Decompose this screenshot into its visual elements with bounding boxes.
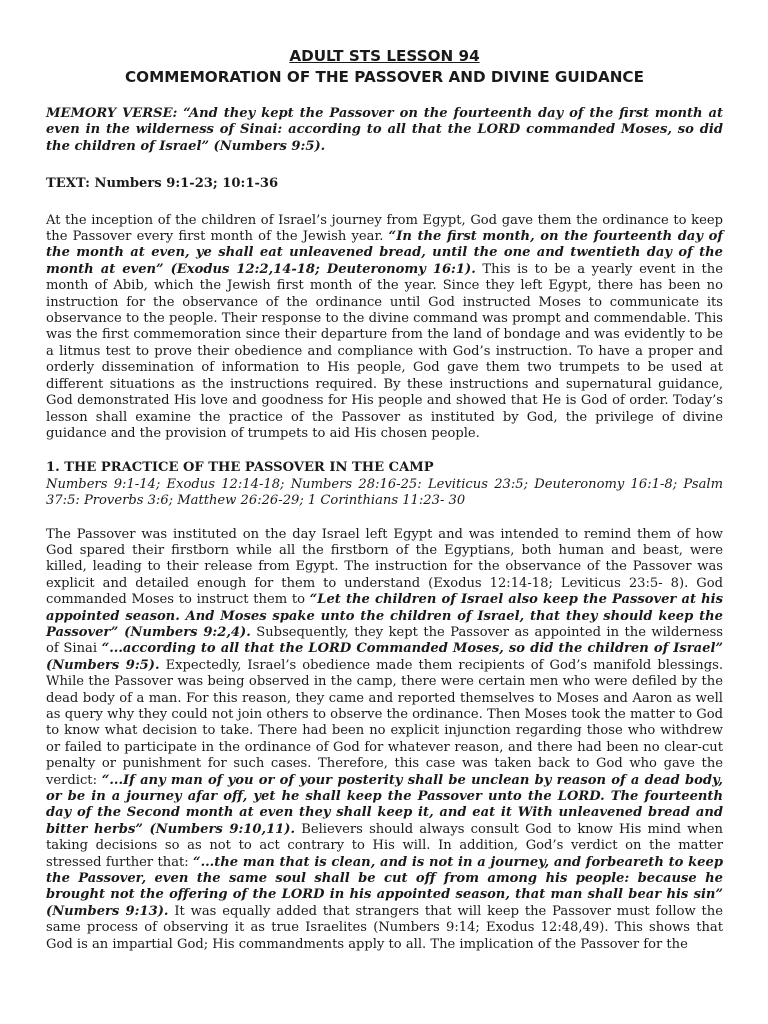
intro-quote-1: “In the first month, on the fourteenth day of the month at even, ye shall eat unleavened bread, until the one and twentieth day of the month at even” (Exodus 12:2,14-18; Deuteronomy 16:1).	[46, 229, 723, 277]
body-quote-4: “...the man that is clean, and is not in a journey, and forbeareth to keep the Passover, even the same soul shall be cut off from among his people: because he brought not the offering of the LORD in his appointed season, that man shall bear his sin” (Numbers 9:13).	[46, 854, 723, 919]
intro-text-1: At the inception of the children of Israel’s journey from Egypt, God gave them the ordinance to keep the Passover every first month of the Jewish year.	[46, 212, 723, 245]
text-reference: TEXT: Numbers 9:1-23; 10:1-36	[46, 176, 279, 192]
intro-paragraph	[46, 213, 723, 443]
body-text-2: Subsequently, they kept the Passover as appointed in the wilderness of Sinai	[46, 624, 724, 657]
intro-text-2: This is to be a yearly event in the month of Abib, which the Jewish first month of the year. Since they left Egypt, there has been no instruction for the observance of the ordinance until God instructed Moses to communicate its observance to the people. Their response to the divine command was prompt and commendable. This was the first commemoration since their departure from the land of bondage and was evidently to be a litmus test to prove their obedience and compliance with God’s instruction. To have a proper and orderly dissemination of information to His people, God gave them two trumpets to be used at different situations as the instructions required. By these instructions and supernatural guidance, God demonstrated His love and goodness for His people and showed that He is God of order. Today’s lesson shall examine the practice of the Passover as instituted by God, the privilege of divine guidance and the provision of trumpets to aid His chosen people.	[46, 261, 723, 441]
body-quote-3: “...If any man of you or of your posterity shall be unclean by reason of a dead body, or be in a journey afar off, yet he shall keep the Passover unto the LORD. The fourteenth day of the Second month at even they shall keep it, and eat it With unleavened bread and bitter herbs” (Numbers 9:10,11).	[46, 772, 723, 837]
body-text-4: Believers should always consult God to know His mind when taking decisions so as not to act contrary to His will. In addition, God’s verdict on the matter stressed further that:	[46, 821, 723, 870]
memory-verse: MEMORY VERSE: “And they kept the Passover on the fourteenth day of the first month at even in the wilderness of Sinai: according to all that the LORD commanded Moses, so did the children of Israel” (Numbers 9:5).	[46, 106, 723, 154]
section-1-references: Numbers 9:1-14; Exodus 12:14-18; Numbers 28:16-25: Leviticus 23:5; Deuteronomy 16:1-8; Psalm 37:5: Proverbs 3:6; Matthew 26:26-29; 1 Corinthians 11:23- 30	[46, 476, 723, 509]
lesson-number-title: ADULT STS LESSON 94	[289, 47, 480, 65]
body-quote-1: “Let the children of Israel also keep the Passover at his appointed season. And Moses spake unto the children of Israel, that they should keep the Passover” (Numbers 9:2,4).	[46, 592, 723, 640]
body-text-3: Expectedly, Israel’s obedience made them recipients of God’s manifold blessings. While the Passover was being observed in the camp, there were certain men who were defiled by the dead body of a man. For this reason, they came and reported themselves to Moses and Aaron as well as query why they could not join others to observe the ordinance. Then Moses took the matter to God to know what decision to take. There had been no explicit injunction regarding those who withdrew or failed to participate in the ordinance of God for whatever reason, and there had been no clear-cut penalty or punishment for such cases. Therefore, this case was taken back to God who gave the verdict:	[46, 657, 723, 788]
section-1-heading: 1. THE PRACTICE OF THE PASSOVER IN THE CAMP	[46, 460, 434, 476]
body-text-5: It was equally added that strangers that will keep the Passover must follow the same process of observing it as true Israelites (Numbers 9:14; Exodus 12:48,49). This shows that God is an impartial God; His commandments apply to all. The implication of the Passover for the	[46, 903, 723, 952]
body-text-1: The Passover was instituted on the day Israel left Egypt and was intended to remind them of how God spared their firstborn while all the firstborn of the Egyptians, both human and beast, were killed, leading to their release from Egypt. The instruction for the observance of the Passover was explicit and detailed enough for them to understand (Exodus 12:14-18; Leviticus 23:5- 8). God commanded Moses to instruct them to	[46, 526, 723, 608]
lesson-title: COMMEMORATION OF THE PASSOVER AND DIVINE GUIDANCE	[125, 68, 644, 86]
body-paragraph	[46, 527, 723, 954]
body-quote-2: “...according to all that the LORD Commanded Moses, so did the children of Israel” (Numbers 9:5).	[46, 641, 724, 673]
